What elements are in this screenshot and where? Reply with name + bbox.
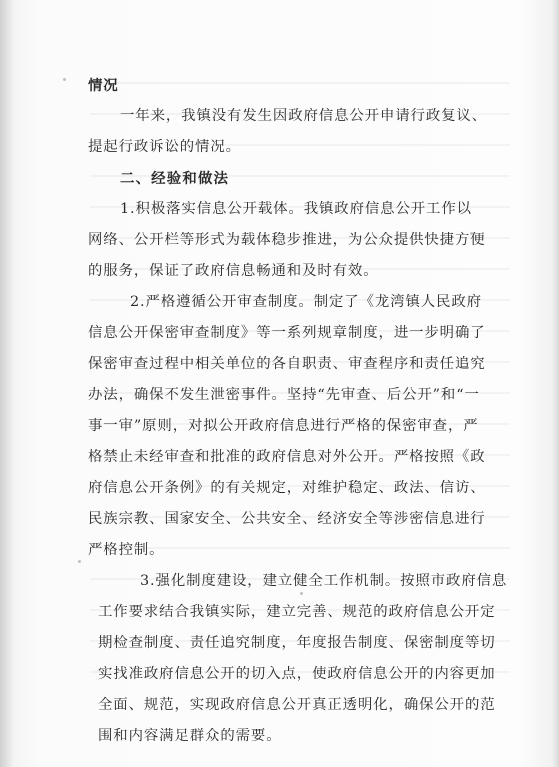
- section-heading: 二、经验和做法: [120, 170, 230, 187]
- text-line: 1.积极落实信息公开载体。我镇政府信息公开工作以: [120, 201, 472, 217]
- text-line: 事一审”原则，对拟公开政府信息进行严格的保密审查，严: [88, 418, 479, 434]
- text-line: 2.严格遵循公开审查制度。制定了《龙湾镇人民政府: [130, 294, 482, 310]
- text-line: 网络、公开栏等形式为载体稳步推进，为公众提供快捷方便: [88, 232, 486, 248]
- text-line: 全面、规范，实现政府信息公开真正透明化，确保公开的范: [98, 697, 496, 713]
- text-line: 一年来，我镇没有发生因政府信息公开申请行政复议、: [120, 108, 487, 124]
- text-line: 严格控制。: [88, 542, 165, 558]
- text-line: 3.强化制度建设，建立健全工作机制。按照市政府信息: [140, 573, 508, 589]
- document-body: [88, 70, 508, 752]
- text-line: 格禁止未经审查和批准的政府信息对外公开。严格按照《政: [88, 449, 486, 465]
- scan-speck: [78, 560, 81, 563]
- text-line: 情况: [88, 77, 119, 94]
- text-line: 提起行政诉讼的情况。: [88, 139, 241, 155]
- text-line: 围和内容满足群众的需要。: [98, 728, 282, 744]
- text-line: 保密审查过程中相关单位的各自职责、审查程序和责任追究: [88, 356, 486, 372]
- text-line: 的服务，保证了政府信息畅通和及时有效。: [88, 263, 379, 279]
- text-line: 府信息公开条例》的有关规定，对维护稳定、政法、信访、: [88, 480, 486, 496]
- text-line: 办法，确保不发生泄密事件。坚持“先审查、后公开”和“一: [88, 387, 480, 403]
- text-line: 实找准政府信息公开的切入点，使政府信息公开的内容更加: [98, 666, 496, 682]
- text-line: 期检查制度、责任追究制度，年度报告制度、保密制度等切: [98, 635, 496, 651]
- text-line: 信息公开保密审查制度》等一系列规章制度，进一步明确了: [88, 325, 486, 341]
- text-line: 工作要求结合我镇实际，建立完善、规范的政府信息公开定: [98, 604, 496, 620]
- text-line: 民族宗教、国家安全、公共安全、经济安全等涉密信息进行: [88, 511, 486, 527]
- scan-speck: [63, 78, 66, 81]
